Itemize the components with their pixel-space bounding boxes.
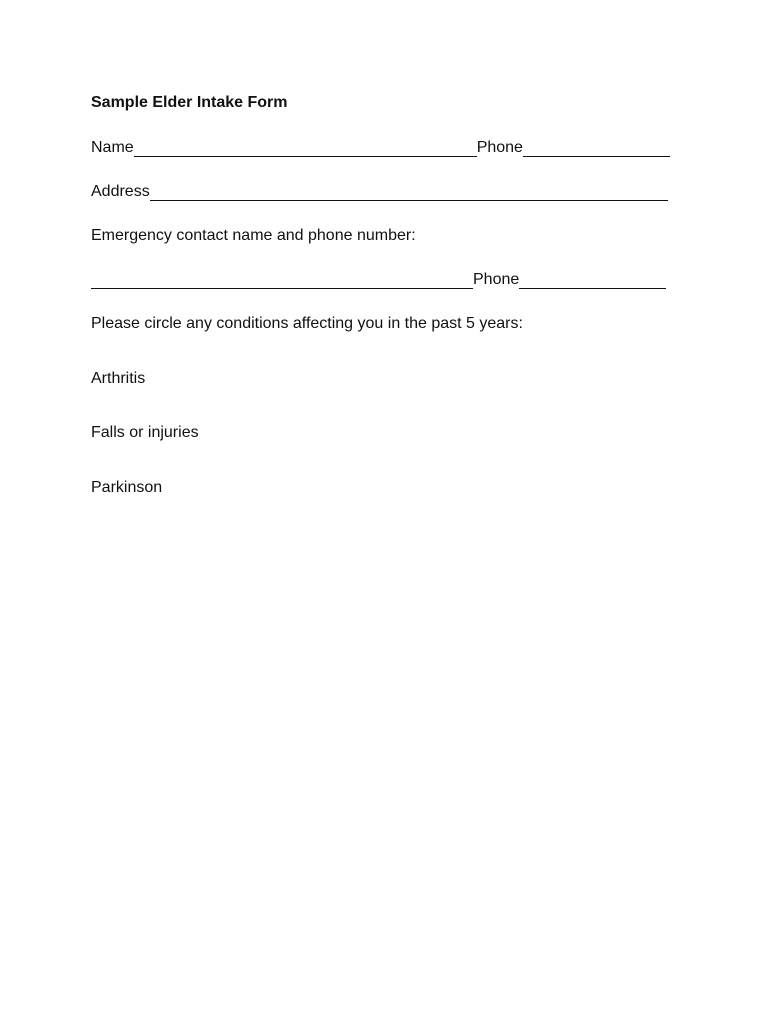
condition-item-parkinson[interactable]: Parkinson bbox=[91, 479, 163, 496]
condition-item-arthritis[interactable]: Arthritis bbox=[91, 370, 146, 387]
address-field[interactable] bbox=[150, 184, 668, 201]
emergency-contact-label: Emergency contact name and phone number: bbox=[91, 227, 416, 244]
phone-label: Phone bbox=[476, 139, 523, 156]
name-row bbox=[91, 138, 670, 158]
emergency-row bbox=[91, 270, 666, 290]
emergency-phone-field[interactable] bbox=[519, 272, 666, 289]
address-label: Address bbox=[91, 183, 150, 200]
condition-item-falls[interactable]: Falls or injuries bbox=[91, 424, 199, 441]
form-title: Sample Elder Intake Form bbox=[91, 94, 288, 111]
phone-field[interactable] bbox=[523, 140, 670, 157]
name-label: Name bbox=[91, 139, 134, 156]
emergency-phone-label: Phone bbox=[473, 271, 520, 288]
emergency-contact-field[interactable] bbox=[91, 272, 473, 289]
name-field[interactable] bbox=[134, 140, 477, 157]
address-row bbox=[91, 182, 668, 202]
conditions-prompt: Please circle any conditions affecting you in the past 5 years: bbox=[91, 315, 523, 332]
